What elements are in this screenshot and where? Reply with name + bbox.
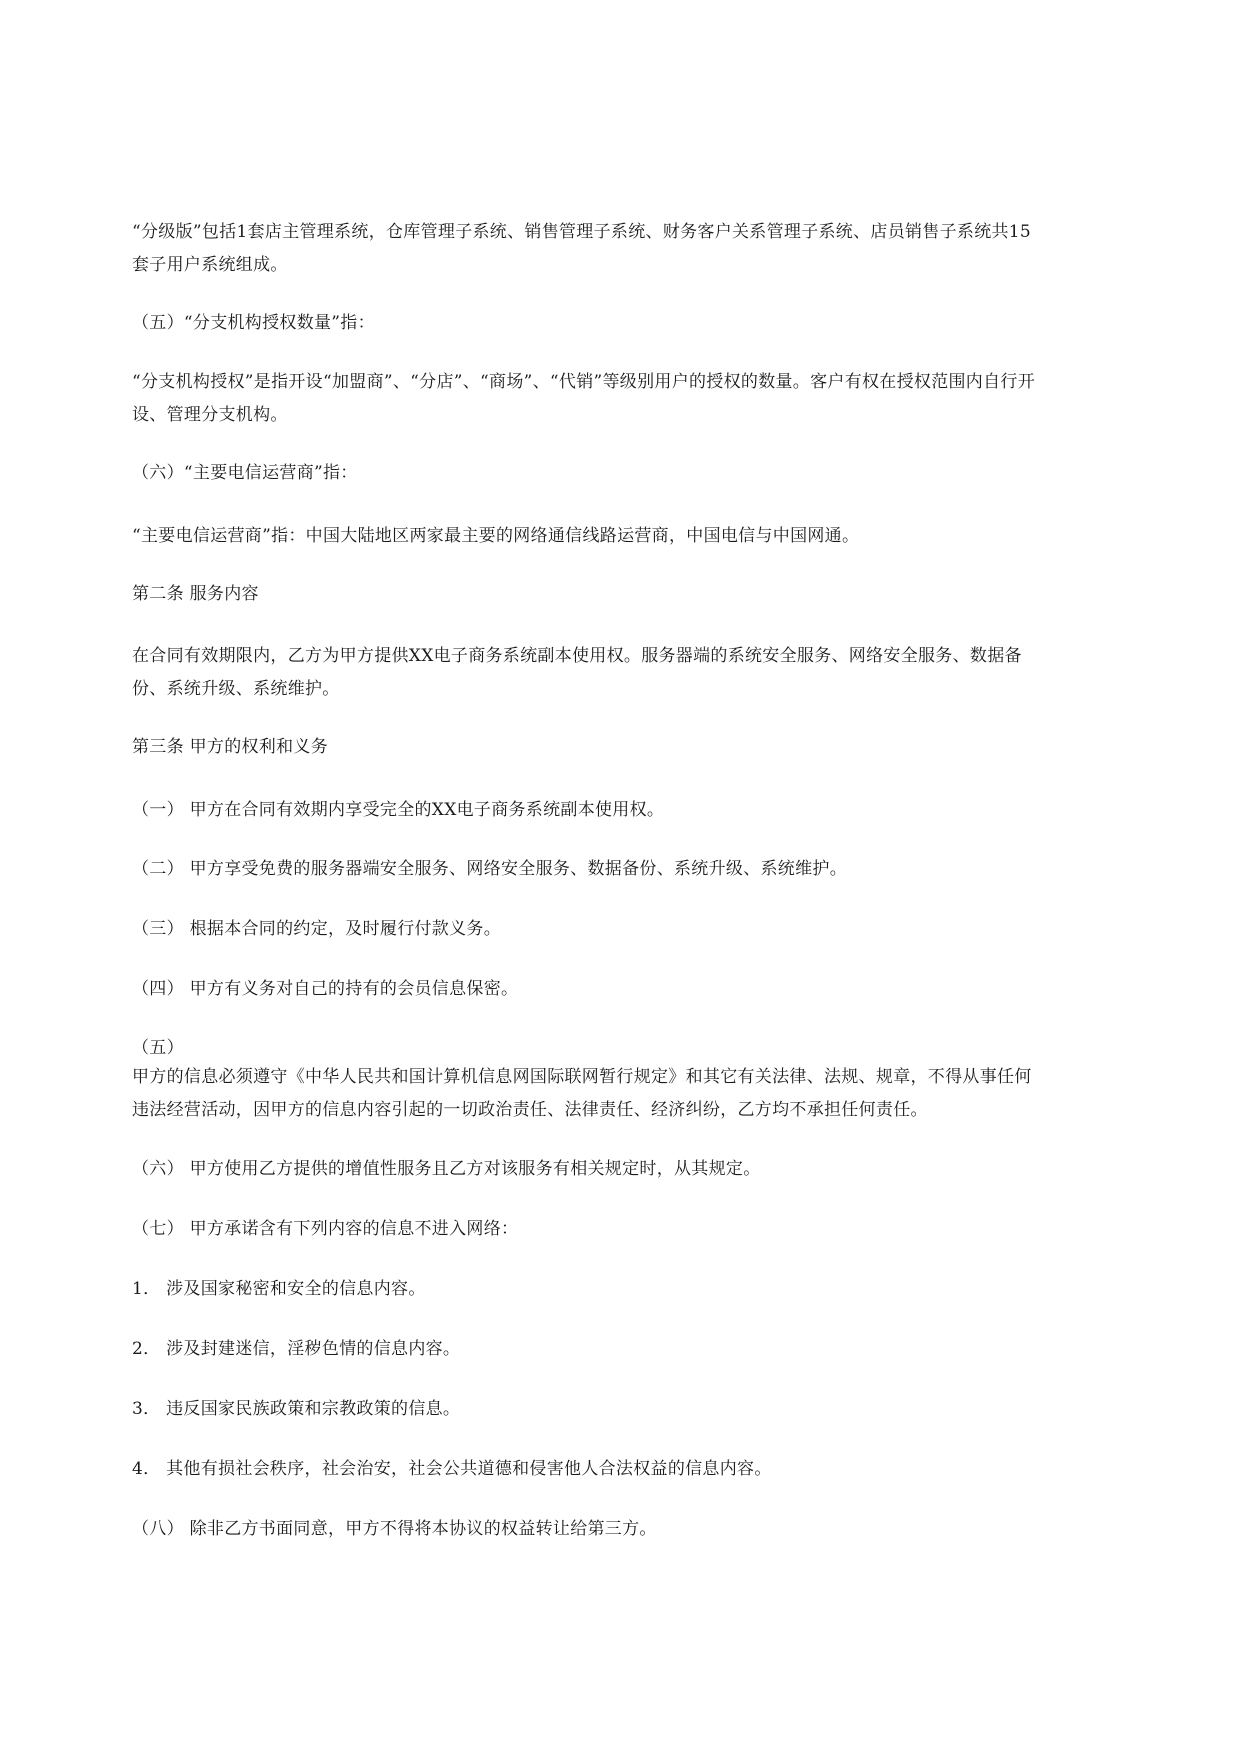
paragraph-line: 套子用户系统组成。 bbox=[132, 255, 288, 275]
article-heading: 第二条 服务内容 bbox=[132, 584, 259, 604]
list-item: （八） 除非乙方书面同意，甲方不得将本协议的权益转让给第三方。 bbox=[132, 1519, 657, 1539]
paragraph-line: 甲方的信息必须遵守《中华人民共和国计算机信息网国际联网暂行规定》和其它有关法律、法规、规章，不得从事任何 bbox=[132, 1067, 1032, 1087]
numbered-item: 4． 其他有损社会秩序，社会治安，社会公共道德和侵害他人合法权益的信息内容。 bbox=[132, 1459, 772, 1479]
list-item: （一） 甲方在合同有效期内享受完全的XX电子商务系统副本使用权。 bbox=[132, 800, 665, 820]
section-heading: （五）“分支机构授权数量”指： bbox=[132, 313, 375, 333]
paragraph-line: “主要电信运营商”指：中国大陆地区两家最主要的网络通信线路运营商，中国电信与中国网通。 bbox=[132, 526, 860, 546]
paragraph-line: 份、系统升级、系统维护。 bbox=[132, 679, 340, 699]
list-item-label: （五） bbox=[132, 1038, 184, 1058]
numbered-item: 1． 涉及国家秘密和安全的信息内容。 bbox=[132, 1279, 426, 1299]
paragraph-line: 违法经营活动，因甲方的信息内容引起的一切政治责任、法律责任、经济纠纷，乙方均不承担任何责任。 bbox=[132, 1100, 928, 1120]
section-heading: （六）“主要电信运营商”指： bbox=[132, 463, 358, 483]
paragraph-line: 设、管理分支机构。 bbox=[132, 405, 288, 425]
paragraph-line: “分级版”包括1套店主管理系统，仓库管理子系统、销售管理子系统、财务客户关系管理子系统、店员销售子系统共15 bbox=[132, 222, 1032, 242]
list-item: （七） 甲方承诺含有下列内容的信息不进入网络： bbox=[132, 1219, 519, 1239]
list-item: （三） 根据本合同的约定，及时履行付款义务。 bbox=[132, 919, 502, 939]
paragraph-line: “分支机构授权”是指开设“加盟商”、“分店”、“商场”、“代销”等级别用户的授权的数量。客户有权在授权范围内自行开 bbox=[132, 372, 1036, 392]
list-item: （二） 甲方享受免费的服务器端安全服务、网络安全服务、数据备份、系统升级、系统维护。 bbox=[132, 859, 848, 879]
numbered-item: 2． 涉及封建迷信，淫秽色情的信息内容。 bbox=[132, 1339, 461, 1359]
article-heading: 第三条 甲方的权利和义务 bbox=[132, 737, 329, 757]
list-item: （六） 甲方使用乙方提供的增值性服务且乙方对该服务有相关规定时，从其规定。 bbox=[132, 1159, 761, 1179]
list-item: （四） 甲方有义务对自己的持有的会员信息保密。 bbox=[132, 979, 519, 999]
numbered-item: 3． 违反国家民族政策和宗教政策的信息。 bbox=[132, 1399, 461, 1419]
paragraph-line: 在合同有效期限内，乙方为甲方提供XX电子商务系统副本使用权。服务器端的系统安全服务、网络安全服务、数据备 bbox=[132, 646, 1022, 666]
